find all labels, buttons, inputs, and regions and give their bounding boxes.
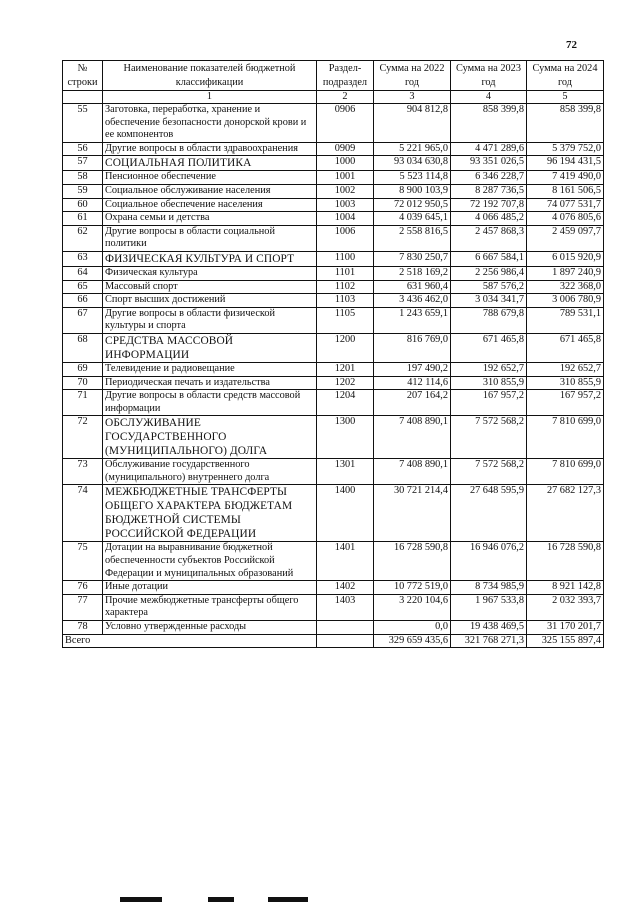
row-amount-2024: 7 810 699,0 [527,416,604,459]
row-amount-2023: 7 572 568,2 [451,459,527,485]
row-amount-2024: 858 399,8 [527,104,604,143]
row-name: Прочие межбюджетные трансферты общего характера [103,594,317,620]
row-name: Периодическая печать и издательства [103,376,317,390]
row-name: Массовый спорт [103,280,317,294]
row-amount-2024: 322 368,0 [527,280,604,294]
row-amount-2023: 1 967 533,8 [451,594,527,620]
table-header-row [63,61,604,91]
total-row [63,634,604,648]
table-row [63,581,604,595]
row-amount-2022: 816 769,0 [374,333,451,362]
row-amount-2024: 2 032 393,7 [527,594,604,620]
header-sum-2023: Сумма на 2023 год [451,61,527,91]
row-amount-2022: 7 408 890,1 [374,416,451,459]
table-row [63,594,604,620]
row-number: 77 [63,594,103,620]
row-name: Спорт высших достижений [103,294,317,308]
row-section-code: 1102 [317,280,374,294]
row-number: 66 [63,294,103,308]
row-amount-2023: 310 855,9 [451,376,527,390]
row-section-code: 1003 [317,198,374,212]
row-amount-2023: 192 652,7 [451,362,527,376]
row-number: 63 [63,251,103,266]
column-number: 3 [374,91,451,104]
row-amount-2024: 2 459 097,7 [527,225,604,251]
row-amount-2023: 2 457 868,3 [451,225,527,251]
row-amount-2023: 858 399,8 [451,104,527,143]
row-number: 78 [63,621,103,635]
table-row [63,225,604,251]
table-row [63,198,604,212]
row-number: 69 [63,362,103,376]
row-amount-2023: 19 438 469,5 [451,621,527,635]
table-row [63,280,604,294]
table-row [63,212,604,226]
row-amount-2023: 6 346 228,7 [451,171,527,185]
column-number: 1 [103,91,317,104]
row-section-code: 1204 [317,390,374,416]
row-name: ОБСЛУЖИВАНИЕ ГОСУДАРСТВЕННОГО (МУНИЦИПАЛЬНОГО) ДОЛГА [103,416,317,459]
row-section-code: 1006 [317,225,374,251]
row-section-code: 1301 [317,459,374,485]
table-row [63,416,604,459]
row-amount-2022: 1 243 659,1 [374,307,451,333]
row-amount-2024: 8 161 506,5 [527,184,604,198]
row-number: 72 [63,416,103,459]
row-number: 62 [63,225,103,251]
row-name: Обслуживание государственного (муниципального) внутреннего долга [103,459,317,485]
row-amount-2022: 4 039 645,1 [374,212,451,226]
row-name: Другие вопросы в области средств массовой информации [103,390,317,416]
row-section-code: 1200 [317,333,374,362]
row-name: МЕЖБЮДЖЕТНЫЕ ТРАНСФЕРТЫ ОБЩЕГО ХАРАКТЕРА БЮДЖЕТАМ БЮДЖЕТНОЙ СИСТЕМЫ РОССИЙСКОЙ ФЕДЕРАЦИИ [103,485,317,542]
table-row [63,294,604,308]
column-number-row [63,91,604,104]
row-amount-2022: 3 220 104,6 [374,594,451,620]
row-amount-2022: 412 114,6 [374,376,451,390]
table-row [63,333,604,362]
row-number: 64 [63,266,103,280]
header-sum-2022: Сумма на 2022 год [374,61,451,91]
row-section-code [317,621,374,635]
row-name: Физическая культура [103,266,317,280]
row-amount-2024: 96 194 431,5 [527,156,604,171]
column-number: 2 [317,91,374,104]
row-number: 61 [63,212,103,226]
row-amount-2023: 16 946 076,2 [451,542,527,581]
total-2022: 329 659 435,6 [374,634,451,648]
row-section-code: 1001 [317,171,374,185]
row-amount-2024: 5 379 752,0 [527,142,604,156]
footer-mark [208,897,234,902]
row-amount-2024: 27 682 127,3 [527,485,604,542]
row-name: Другие вопросы в области социальной политики [103,225,317,251]
row-number: 68 [63,333,103,362]
row-amount-2023: 4 471 289,6 [451,142,527,156]
row-name: Телевидение и радиовещание [103,362,317,376]
row-name: СОЦИАЛЬНАЯ ПОЛИТИКА [103,156,317,171]
row-amount-2023: 3 034 341,7 [451,294,527,308]
row-amount-2024: 7 810 699,0 [527,459,604,485]
row-amount-2024: 7 419 490,0 [527,171,604,185]
row-amount-2024: 671 465,8 [527,333,604,362]
row-number: 65 [63,280,103,294]
header-row-no: № строки [63,61,103,91]
row-name: Социальное обслуживание населения [103,184,317,198]
row-amount-2022: 7 830 250,7 [374,251,451,266]
row-amount-2024: 192 652,7 [527,362,604,376]
budget-table [62,60,604,648]
row-section-code: 1103 [317,294,374,308]
row-amount-2022: 3 436 462,0 [374,294,451,308]
table-row [63,362,604,376]
row-section-code: 1402 [317,581,374,595]
row-section-code: 1000 [317,156,374,171]
row-amount-2023: 27 648 595,9 [451,485,527,542]
header-name: Наименование показателей бюджетной классификации [103,61,317,91]
row-amount-2023: 587 576,2 [451,280,527,294]
table-row [63,376,604,390]
row-number: 60 [63,198,103,212]
row-amount-2024: 167 957,2 [527,390,604,416]
row-name: Социальное обеспечение населения [103,198,317,212]
row-number: 76 [63,581,103,595]
row-number: 75 [63,542,103,581]
row-amount-2023: 7 572 568,2 [451,416,527,459]
row-amount-2023: 167 957,2 [451,390,527,416]
row-amount-2022: 72 012 950,5 [374,198,451,212]
row-name: Другие вопросы в области здравоохранения [103,142,317,156]
row-name: Другие вопросы в области физической культуры и спорта [103,307,317,333]
column-number: 5 [527,91,604,104]
row-amount-2023: 4 066 485,2 [451,212,527,226]
row-amount-2022: 5 221 965,0 [374,142,451,156]
row-number: 59 [63,184,103,198]
row-section-code: 1202 [317,376,374,390]
row-number: 70 [63,376,103,390]
row-amount-2022: 7 408 890,1 [374,459,451,485]
row-amount-2022: 16 728 590,8 [374,542,451,581]
row-section-code: 1100 [317,251,374,266]
row-section-code: 1400 [317,485,374,542]
table-body [63,104,604,635]
total-2024: 325 155 897,4 [527,634,604,648]
total-code-cell [317,634,374,648]
row-name: Заготовка, переработка, хранение и обеспечение безопасности донорской крови и ее компонентов [103,104,317,143]
row-amount-2022: 631 960,4 [374,280,451,294]
total-label: Всего [63,634,317,648]
row-number: 56 [63,142,103,156]
row-number: 55 [63,104,103,143]
row-amount-2022: 904 812,8 [374,104,451,143]
row-amount-2024: 3 006 780,9 [527,294,604,308]
row-name: Пенсионное обеспечение [103,171,317,185]
row-amount-2022: 5 523 114,8 [374,171,451,185]
table-row [63,104,604,143]
row-amount-2024: 16 728 590,8 [527,542,604,581]
row-number: 71 [63,390,103,416]
row-name: Дотации на выравнивание бюджетной обеспеченности субъектов Российской Федерации и муниципальных образований [103,542,317,581]
row-section-code: 1002 [317,184,374,198]
row-amount-2024: 74 077 531,7 [527,198,604,212]
row-amount-2023: 93 351 026,5 [451,156,527,171]
row-amount-2023: 2 256 986,4 [451,266,527,280]
row-amount-2023: 8 734 985,9 [451,581,527,595]
table-row [63,459,604,485]
table-row [63,171,604,185]
row-name: ФИЗИЧЕСКАЯ КУЛЬТУРА И СПОРТ [103,251,317,266]
table-row [63,266,604,280]
header-section: Раздел-подраздел [317,61,374,91]
row-amount-2022: 207 164,2 [374,390,451,416]
row-amount-2022: 10 772 519,0 [374,581,451,595]
row-section-code: 1105 [317,307,374,333]
row-number: 73 [63,459,103,485]
row-amount-2022: 2 518 169,2 [374,266,451,280]
row-amount-2023: 671 465,8 [451,333,527,362]
row-amount-2024: 8 921 142,8 [527,581,604,595]
row-section-code: 1101 [317,266,374,280]
row-amount-2022: 93 034 630,8 [374,156,451,171]
row-name: Условно утвержденные расходы [103,621,317,635]
row-amount-2022: 8 900 103,9 [374,184,451,198]
table-row [63,621,604,635]
row-amount-2024: 31 170 201,7 [527,621,604,635]
row-section-code: 1004 [317,212,374,226]
row-amount-2024: 6 015 920,9 [527,251,604,266]
row-name: Иные дотации [103,581,317,595]
row-amount-2023: 8 287 736,5 [451,184,527,198]
row-amount-2022: 30 721 214,4 [374,485,451,542]
row-section-code: 0906 [317,104,374,143]
row-number: 74 [63,485,103,542]
row-amount-2022: 197 490,2 [374,362,451,376]
row-number: 67 [63,307,103,333]
row-amount-2023: 6 667 584,1 [451,251,527,266]
table-row [63,390,604,416]
table-row [63,542,604,581]
page-number: 72 [566,39,577,51]
table-row [63,156,604,171]
row-section-code: 1401 [317,542,374,581]
row-section-code: 1403 [317,594,374,620]
row-amount-2024: 4 076 805,6 [527,212,604,226]
row-number: 58 [63,171,103,185]
table-row [63,251,604,266]
footer-mark [120,897,162,902]
row-name: СРЕДСТВА МАССОВОЙ ИНФОРМАЦИИ [103,333,317,362]
footer-mark [268,897,308,902]
row-section-code: 0909 [317,142,374,156]
row-amount-2022: 0,0 [374,621,451,635]
table-row [63,485,604,542]
column-number-blank [63,91,103,104]
row-amount-2023: 788 679,8 [451,307,527,333]
row-amount-2024: 789 531,1 [527,307,604,333]
table-row [63,142,604,156]
row-amount-2022: 2 558 816,5 [374,225,451,251]
table-row [63,307,604,333]
table-row [63,184,604,198]
row-number: 57 [63,156,103,171]
row-amount-2024: 310 855,9 [527,376,604,390]
row-section-code: 1201 [317,362,374,376]
total-2023: 321 768 271,3 [451,634,527,648]
column-number: 4 [451,91,527,104]
row-amount-2023: 72 192 707,8 [451,198,527,212]
row-name: Охрана семьи и детства [103,212,317,226]
header-sum-2024: Сумма на 2024 год [527,61,604,91]
row-section-code: 1300 [317,416,374,459]
row-amount-2024: 1 897 240,9 [527,266,604,280]
